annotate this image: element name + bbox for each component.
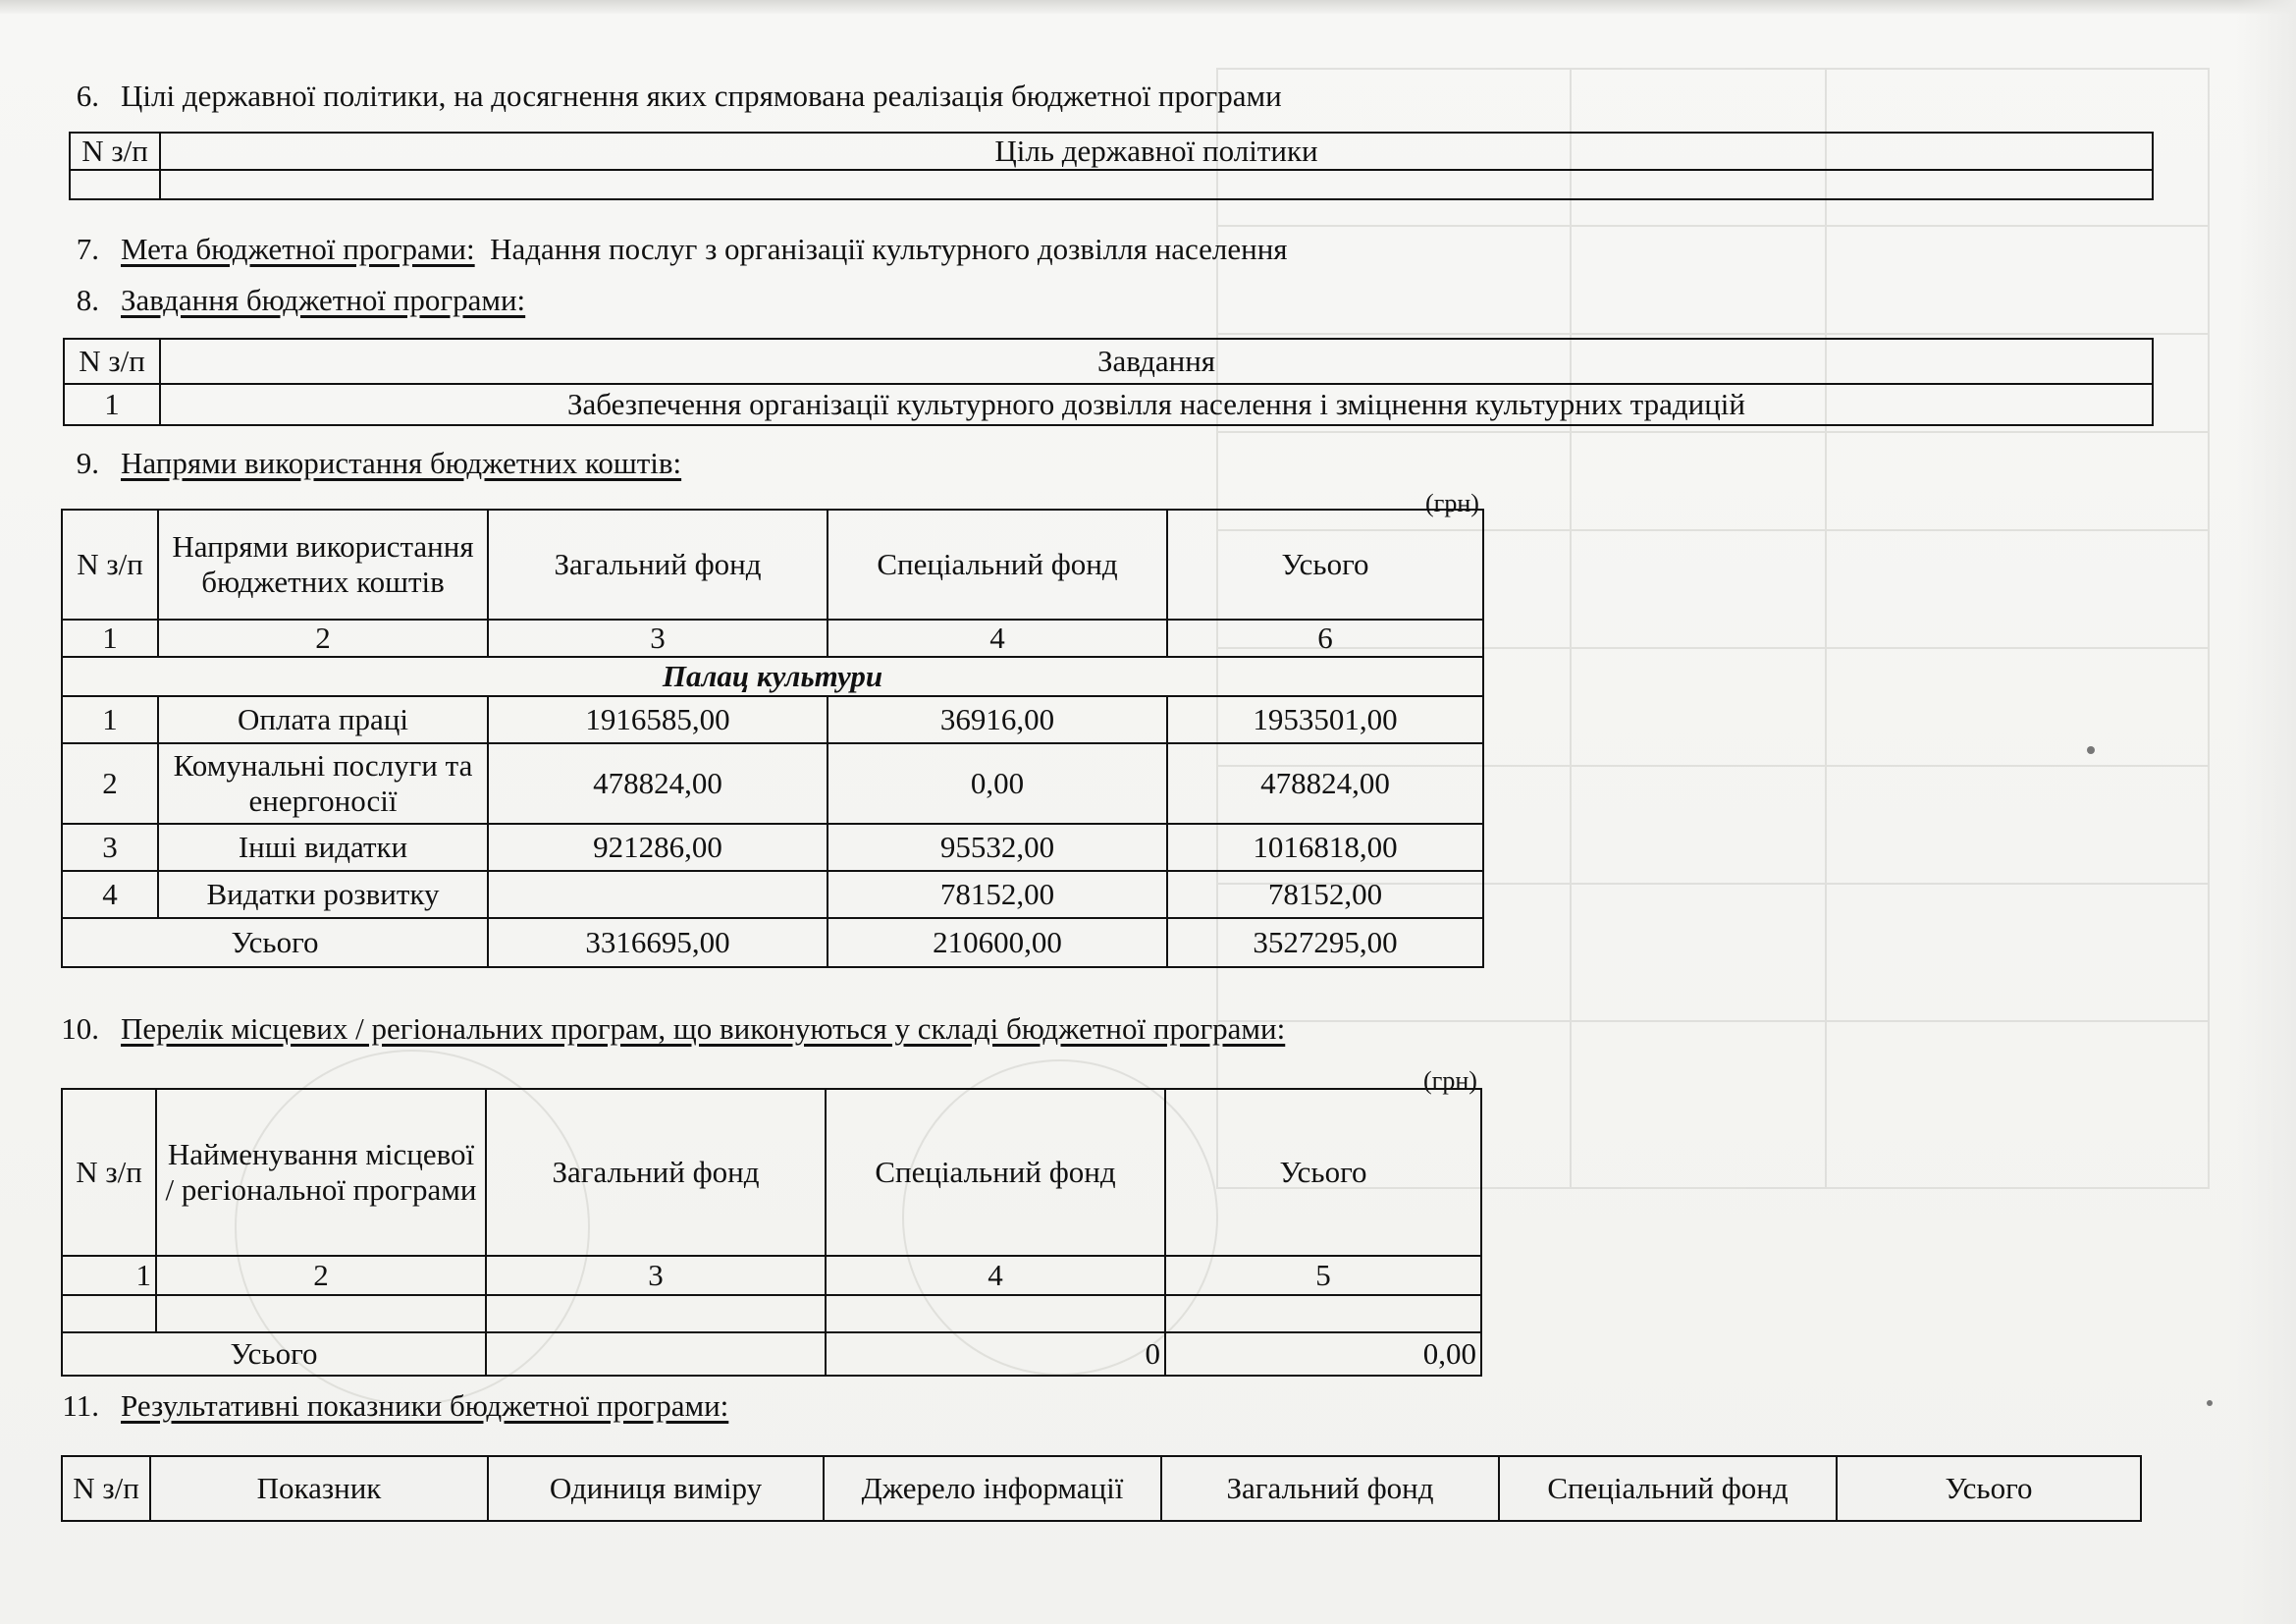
empty-cell <box>826 1295 1165 1332</box>
col-header-source: Джерело інформації <box>824 1456 1161 1521</box>
currency-unit: (грн) <box>1423 1066 1477 1095</box>
row-direction: Видатки розвитку <box>158 871 488 918</box>
row-direction: Комунальні послуги та енергоносії <box>158 743 488 824</box>
col-number: 5 <box>1165 1256 1481 1295</box>
col-number: 2 <box>156 1256 486 1295</box>
section-11-heading <box>44 1388 1026 1428</box>
col-header-general-fund: Загальний фонд <box>488 510 828 620</box>
col-header-number: N з/п <box>70 133 160 170</box>
col-header-number: N з/п <box>64 339 160 384</box>
purpose-label: Мета бюджетної програми: <box>121 232 475 266</box>
row-general <box>488 871 828 918</box>
section-title: Завдання бюджетної програми: <box>121 283 526 317</box>
regional-programs-table <box>61 1088 1482 1377</box>
table-row <box>62 696 1483 743</box>
row-special: 0,00 <box>828 743 1167 824</box>
section-number: 8. <box>76 283 99 317</box>
col-header-special-fund: Спеціальний фонд <box>1499 1456 1837 1521</box>
col-header-number: N з/п <box>62 1456 150 1521</box>
currency-unit: (грн) <box>1425 489 1479 517</box>
row-number: 3 <box>62 824 158 871</box>
empty-cell <box>1165 1295 1481 1332</box>
total-general <box>486 1332 826 1376</box>
empty-cell <box>160 170 2153 199</box>
section-number: 7. <box>76 232 99 266</box>
col-number: 1 <box>62 620 158 657</box>
row-total: 78152,00 <box>1167 871 1483 918</box>
section-7-purpose <box>44 232 1615 271</box>
col-number: 2 <box>158 620 488 657</box>
col-number: 3 <box>486 1256 826 1295</box>
section-9-heading <box>44 446 1026 485</box>
section-8-heading <box>44 283 1026 322</box>
col-header-number: N з/п <box>62 1089 156 1256</box>
col-header-total: Усього <box>1167 510 1483 620</box>
row-direction: Оплата праці <box>158 696 488 743</box>
table-row <box>62 743 1483 824</box>
total-label: Усього <box>62 1332 486 1376</box>
total-row <box>62 1332 1481 1376</box>
col-header-program: Найменування місцевої / регіональної програми <box>156 1089 486 1256</box>
policy-goals-table <box>69 132 2154 200</box>
row-general: 1916585,00 <box>488 696 828 743</box>
total-label: Усього <box>62 918 488 967</box>
section-title: Перелік місцевих / регіональних програм, що виконуються у складі бюджетної програми: <box>121 1011 1286 1046</box>
purpose-value: Надання послуг з організації культурного дозвілля населення <box>490 232 1288 266</box>
col-header-total: Усього <box>1165 1089 1481 1256</box>
col-header-general-fund: Загальний фонд <box>486 1089 826 1256</box>
empty-cell <box>62 1295 156 1332</box>
row-direction: Інші видатки <box>158 824 488 871</box>
total-total: 0,00 <box>1165 1332 1481 1376</box>
scan-edge <box>0 0 2296 14</box>
col-number: 3 <box>488 620 828 657</box>
task-number: 1 <box>64 384 160 425</box>
row-number: 1 <box>62 696 158 743</box>
row-total: 1016818,00 <box>1167 824 1483 871</box>
row-special: 36916,00 <box>828 696 1167 743</box>
table-row <box>62 824 1483 871</box>
section-number: 11. <box>62 1388 99 1423</box>
scan-speck <box>2087 746 2095 754</box>
scan-speck <box>2207 1400 2213 1406</box>
section-title: Цілі державної політики, на досягнення яких спрямована реалізація бюджетної програми <box>121 79 1282 113</box>
row-number: 4 <box>62 871 158 918</box>
row-total: 478824,00 <box>1167 743 1483 824</box>
total-row <box>62 918 1483 967</box>
section-number: 9. <box>76 446 99 480</box>
empty-cell <box>486 1295 826 1332</box>
performance-indicators-table <box>61 1455 2142 1522</box>
section-number: 10. <box>61 1011 99 1046</box>
row-total: 1953501,00 <box>1167 696 1483 743</box>
total-special: 0 <box>826 1332 1165 1376</box>
section-number: 6. <box>76 79 99 113</box>
row-special: 78152,00 <box>828 871 1167 918</box>
row-special: 95532,00 <box>828 824 1167 871</box>
tasks-table <box>63 338 2154 426</box>
table-row <box>62 871 1483 918</box>
col-header-unit: Одиниця виміру <box>488 1456 824 1521</box>
col-header-special-fund: Спеціальний фонд <box>826 1089 1165 1256</box>
col-number: 6 <box>1167 620 1483 657</box>
group-title: Палац культури <box>62 657 1483 696</box>
total-special: 210600,00 <box>828 918 1167 967</box>
col-header-number: N з/п <box>62 510 158 620</box>
total-total: 3527295,00 <box>1167 918 1483 967</box>
col-header-total: Усього <box>1837 1456 2141 1521</box>
col-number: 4 <box>828 620 1167 657</box>
section-title: Напрями використання бюджетних коштів: <box>121 446 682 480</box>
scan-edge-shadow <box>2237 0 2296 1624</box>
col-header-special-fund: Спеціальний фонд <box>828 510 1167 620</box>
total-general: 3316695,00 <box>488 918 828 967</box>
col-header-indicator: Показник <box>150 1456 488 1521</box>
col-header-general-fund: Загальний фонд <box>1161 1456 1499 1521</box>
section-title: Результативні показники бюджетної програми: <box>121 1388 729 1423</box>
col-number: 1 <box>62 1256 156 1295</box>
col-header-direction: Напрями використання бюджетних коштів <box>158 510 488 620</box>
budget-directions-table <box>61 509 1484 968</box>
col-number: 4 <box>826 1256 1165 1295</box>
section-6-heading <box>44 79 1517 118</box>
row-number: 2 <box>62 743 158 824</box>
row-general: 921286,00 <box>488 824 828 871</box>
col-header-goal: Ціль державної політики <box>160 133 2153 170</box>
row-general: 478824,00 <box>488 743 828 824</box>
empty-cell <box>70 170 160 199</box>
task-text: Забезпечення організації культурного дозвілля населення і зміцнення культурних традицій <box>160 384 2153 425</box>
section-10-heading <box>44 1011 1615 1051</box>
col-header-task: Завдання <box>160 339 2153 384</box>
empty-cell <box>156 1295 486 1332</box>
